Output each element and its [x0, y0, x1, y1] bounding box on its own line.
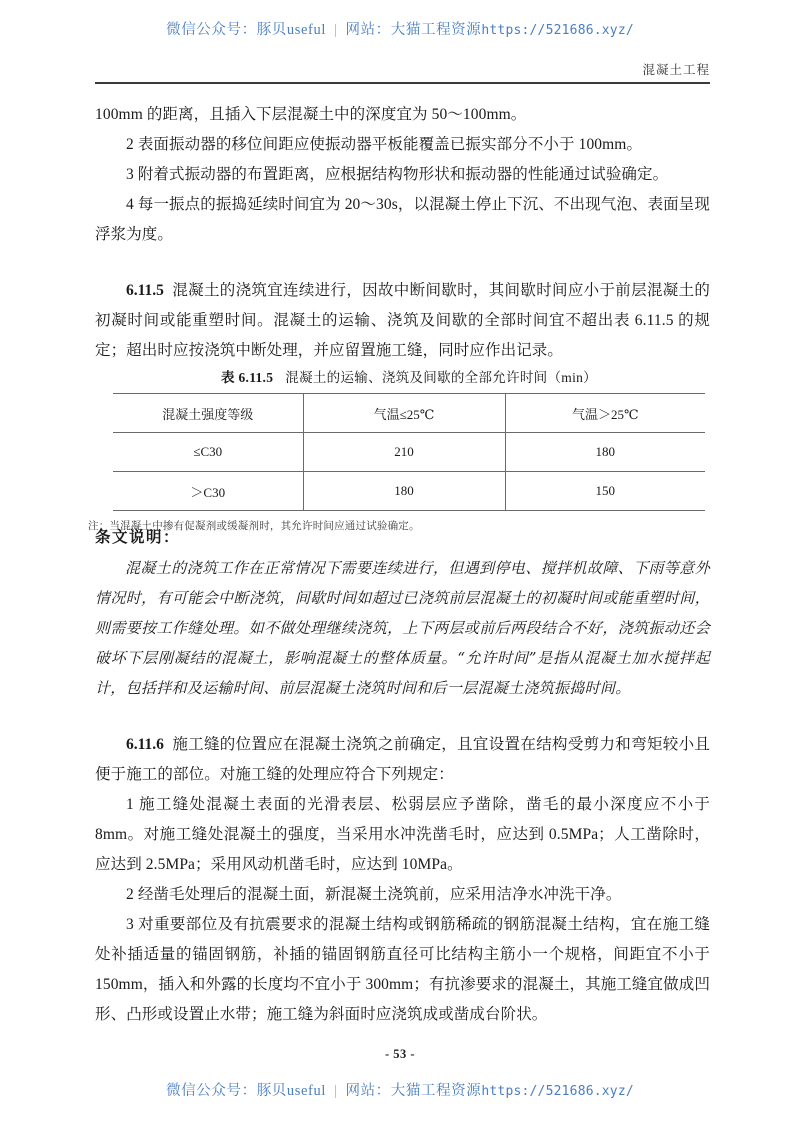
- clause-text-6-11-6: 施工缝的位置应在混凝土浇筑之前确定，且宜设置在结构受剪力和弯矩较小且便于施工的部位。对施工缝的处理应符合下列规定：: [95, 736, 711, 783]
- watermark-wechat-label: 微信公众号：豚贝useful: [166, 22, 326, 38]
- watermark-separator: |: [333, 22, 338, 38]
- watermark-url: https://521686.xyz/: [481, 23, 634, 38]
- table-cell: 180: [505, 433, 705, 472]
- clause-6-11-6-item-3: 3 对重要部位及有抗震要求的混凝土结构或钢筋稀疏的钢筋混凝土结构，宜在施工缝处补插适量的锚固钢筋，补插的锚固钢筋直径可比结构主筋小一个规格，间距宜不小于 150mm，插入和外露的长度均不宜小于 300mm；有抗渗要求的混凝土，其施工缝宜做成凹形、凸形或设置止水带；施工缝为斜面时应浇筑成或凿成台阶状。: [95, 916, 710, 1023]
- watermark-top: [0, 18, 800, 39]
- clause-6-11-5: [95, 276, 710, 366]
- clause-number-6-11-5: 6.11.5: [126, 282, 164, 299]
- watermark-site-label: 网站：大猫工程资源: [345, 22, 482, 38]
- list-item-4: 4 每一振点的振捣延续时间宜为 20～30s，以混凝土停止下沉、不出现气泡、表面呈现浮浆为度。: [95, 196, 710, 243]
- table-header-cell: 气温＞25℃: [505, 394, 705, 433]
- explanation-title: 条文说明：: [95, 527, 181, 546]
- clause-number-6-11-6: 6.11.6: [126, 736, 164, 753]
- table-header-cell: 气温≤25℃: [303, 394, 505, 433]
- watermark-separator: |: [333, 1083, 338, 1099]
- clause-6-11-6: [95, 730, 710, 790]
- page-number: - 53 -: [384, 1047, 416, 1061]
- table-header-cell: 混凝土强度等级: [113, 394, 303, 433]
- paragraph-continuation: 100mm 的距离，且插入下层混凝土中的深度宜为 50～100mm。: [95, 106, 527, 123]
- table-caption-number: 表 6.11.5: [221, 370, 274, 385]
- explanation-block: [95, 525, 710, 703]
- table-note: 注：当混凝土中掺有促凝剂或缓凝剂时，其允许时间应通过试验确定。: [88, 521, 420, 532]
- watermark-bottom: [0, 1079, 800, 1100]
- table-header-row: [113, 394, 705, 433]
- table-row: [113, 433, 705, 472]
- clause-text-6-11-5: 混凝土的浇筑宜连续进行，因故中断间歇时，其间歇时间应小于前层混凝土的初凝时间或能重塑时间。混凝土的运输、浇筑及间歇的全部时间宜不超出表 6.11.5 的规定；超出时应按浇筑中断处理，并应留置施工缝，同时应作出记录。: [95, 282, 711, 359]
- table-cell: 210: [303, 433, 505, 472]
- table-caption-text: 混凝土的运输、浇筑及间歇的全部允许时间（min）: [285, 370, 597, 385]
- running-head-rule: [95, 82, 710, 84]
- table-cell: 180: [303, 472, 505, 511]
- list-item-3: 3 附着式振动器的布置距离，应根据结构物形状和振动器的性能通过试验确定。: [126, 166, 669, 183]
- watermark-url: https://521686.xyz/: [481, 1084, 634, 1099]
- table-caption: [113, 366, 705, 386]
- clause-6-11-6-item-1: 1 施工缝处混凝土表面的光滑表层、松弱层应予凿除，凿毛的最小深度应不小于 8mm。对施工缝处混凝土的强度，当采用水冲洗凿毛时，应达到 0.5MPa；人工凿除时，应达到 2.5MPa；采用风动机凿毛时，应达到 10MPa。: [95, 796, 710, 873]
- table-row: [113, 472, 705, 511]
- allowed-time-table: [113, 393, 705, 511]
- table-block: [88, 366, 705, 533]
- running-head: 混凝土工程: [642, 63, 710, 77]
- watermark-wechat-label: 微信公众号：豚贝useful: [166, 1083, 326, 1099]
- watermark-site-label: 网站：大猫工程资源: [345, 1083, 482, 1099]
- table-cell: ＞C30: [113, 472, 303, 511]
- list-item-2: 2 表面振动器的移位间距应使振动器平板能覆盖已振实部分不小于 100mm。: [126, 136, 643, 153]
- body-section-top: [95, 100, 710, 366]
- table-cell: ≤C30: [113, 433, 303, 472]
- body-section-bottom: [95, 730, 710, 1030]
- explanation-paragraph: 混凝土的浇筑工作在正常情况下需要连续进行，但遇到停电、搅拌机故障、下雨等意外情况时，有可能会中断浇筑，间歇时间如超过已浇筑前层混凝土的初凝时间或能重塑时间，则需要按工作缝处理。如不做处理继续浇筑，上下两层或前后两段结合不好，浇筑振动还会破坏下层刚凝结的混凝土，影响混凝土的整体质量。“允许时间”是指从混凝土加水搅拌起计，包括拌和及运输时间、前层混凝土浇筑时间和后一层混凝土浇筑振捣时间。: [95, 559, 710, 697]
- table-cell: 150: [505, 472, 705, 511]
- clause-6-11-6-item-2: 2 经凿毛处理后的混凝土面，新混凝土浇筑前，应采用洁净水冲洗干净。: [126, 886, 622, 903]
